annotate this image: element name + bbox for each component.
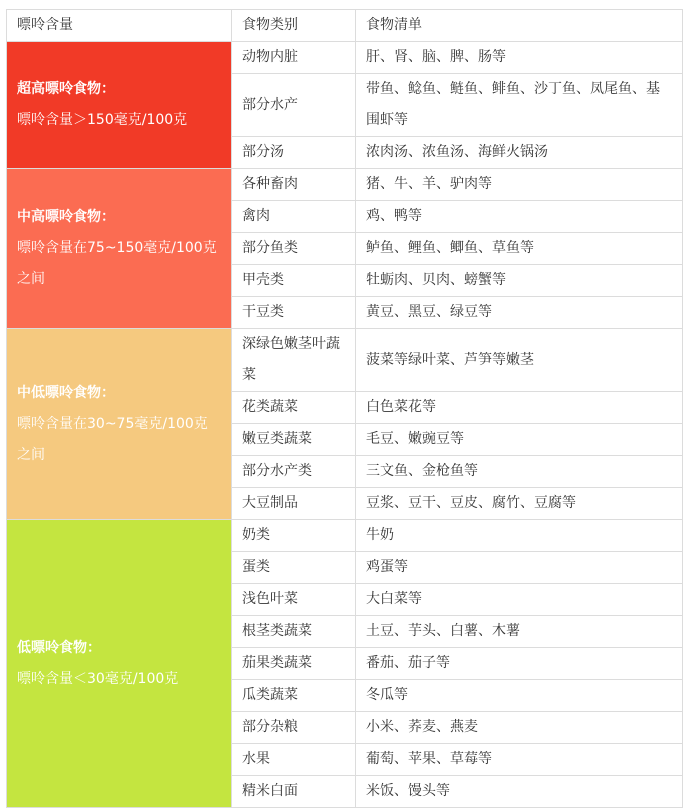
category-cell: 部分水产 bbox=[232, 74, 356, 137]
level-desc: 嘌呤含量在30~75毫克/100克之间 bbox=[17, 415, 208, 463]
category-cell: 浅色叶菜 bbox=[232, 584, 356, 616]
level-title: 中高嘌呤食物： bbox=[17, 209, 115, 225]
foods-cell: 毛豆、嫩豌豆等 bbox=[356, 424, 683, 456]
level-cell-super-high bbox=[7, 42, 232, 169]
level-cell-medium-low bbox=[7, 329, 232, 520]
foods-cell: 冬瓜等 bbox=[356, 680, 683, 712]
category-cell: 瓜类蔬菜 bbox=[232, 680, 356, 712]
foods-cell: 大白菜等 bbox=[356, 584, 683, 616]
category-cell: 干豆类 bbox=[232, 297, 356, 329]
foods-cell: 白色菜花等 bbox=[356, 392, 683, 424]
level-cell-medium-high bbox=[7, 169, 232, 329]
foods-cell: 葡萄、苹果、草莓等 bbox=[356, 744, 683, 776]
category-cell: 根茎类蔬菜 bbox=[232, 616, 356, 648]
foods-cell: 三文鱼、金枪鱼等 bbox=[356, 456, 683, 488]
foods-cell: 猪、牛、羊、驴肉等 bbox=[356, 169, 683, 201]
category-cell: 部分杂粮 bbox=[232, 712, 356, 744]
header-foods: 食物清单 bbox=[356, 10, 683, 42]
table-row bbox=[7, 520, 683, 552]
category-cell: 奶类 bbox=[232, 520, 356, 552]
category-cell: 大豆制品 bbox=[232, 488, 356, 520]
foods-cell: 菠菜等绿叶菜、芦笋等嫩茎 bbox=[356, 329, 683, 392]
foods-cell: 米饭、馒头等 bbox=[356, 776, 683, 808]
category-cell: 水果 bbox=[232, 744, 356, 776]
level-cell-low bbox=[7, 520, 232, 808]
category-cell: 部分水产类 bbox=[232, 456, 356, 488]
category-cell: 花类蔬菜 bbox=[232, 392, 356, 424]
category-cell: 部分汤 bbox=[232, 137, 356, 169]
table-row bbox=[7, 42, 683, 74]
foods-cell: 浓肉汤、浓鱼汤、海鲜火锅汤 bbox=[356, 137, 683, 169]
foods-cell: 肝、肾、脑、脾、肠等 bbox=[356, 42, 683, 74]
foods-cell: 牡蛎肉、贝肉、螃蟹等 bbox=[356, 265, 683, 297]
header-row bbox=[7, 10, 683, 42]
foods-cell: 土豆、芋头、白薯、木薯 bbox=[356, 616, 683, 648]
level-title: 超高嘌呤食物： bbox=[17, 81, 115, 97]
foods-cell: 带鱼、鲶鱼、鲢鱼、鲱鱼、沙丁鱼、凤尾鱼、基围虾等 bbox=[356, 74, 683, 137]
foods-cell: 小米、荞麦、燕麦 bbox=[356, 712, 683, 744]
category-cell: 精米白面 bbox=[232, 776, 356, 808]
foods-cell: 鸡蛋等 bbox=[356, 552, 683, 584]
category-cell: 茄果类蔬菜 bbox=[232, 648, 356, 680]
level-desc: 嘌呤含量＜30毫克/100克 bbox=[17, 670, 179, 687]
foods-cell: 鸡、鸭等 bbox=[356, 201, 683, 233]
purine-food-table bbox=[6, 9, 683, 808]
table-row bbox=[7, 329, 683, 392]
category-cell: 蛋类 bbox=[232, 552, 356, 584]
category-cell: 嫩豆类蔬菜 bbox=[232, 424, 356, 456]
level-title: 低嘌呤食物： bbox=[17, 639, 101, 656]
header-level: 嘌呤含量 bbox=[7, 10, 232, 42]
category-cell: 各种畜肉 bbox=[232, 169, 356, 201]
category-cell: 部分鱼类 bbox=[232, 233, 356, 265]
level-title: 中低嘌呤食物： bbox=[17, 384, 115, 401]
category-cell: 动物内脏 bbox=[232, 42, 356, 74]
foods-cell: 黄豆、黑豆、绿豆等 bbox=[356, 297, 683, 329]
foods-cell: 鲈鱼、鲤鱼、鲫鱼、草鱼等 bbox=[356, 233, 683, 265]
category-cell: 甲壳类 bbox=[232, 265, 356, 297]
level-desc: 嘌呤含量＞150毫克/100克 bbox=[17, 112, 188, 128]
table-row bbox=[7, 169, 683, 201]
foods-cell: 牛奶 bbox=[356, 520, 683, 552]
category-cell: 深绿色嫩茎叶蔬菜 bbox=[232, 329, 356, 392]
foods-cell: 豆浆、豆干、豆皮、腐竹、豆腐等 bbox=[356, 488, 683, 520]
header-category: 食物类别 bbox=[232, 10, 356, 42]
category-cell: 禽肉 bbox=[232, 201, 356, 233]
level-desc: 嘌呤含量在75~150毫克/100克之间 bbox=[17, 240, 217, 287]
foods-cell: 番茄、茄子等 bbox=[356, 648, 683, 680]
